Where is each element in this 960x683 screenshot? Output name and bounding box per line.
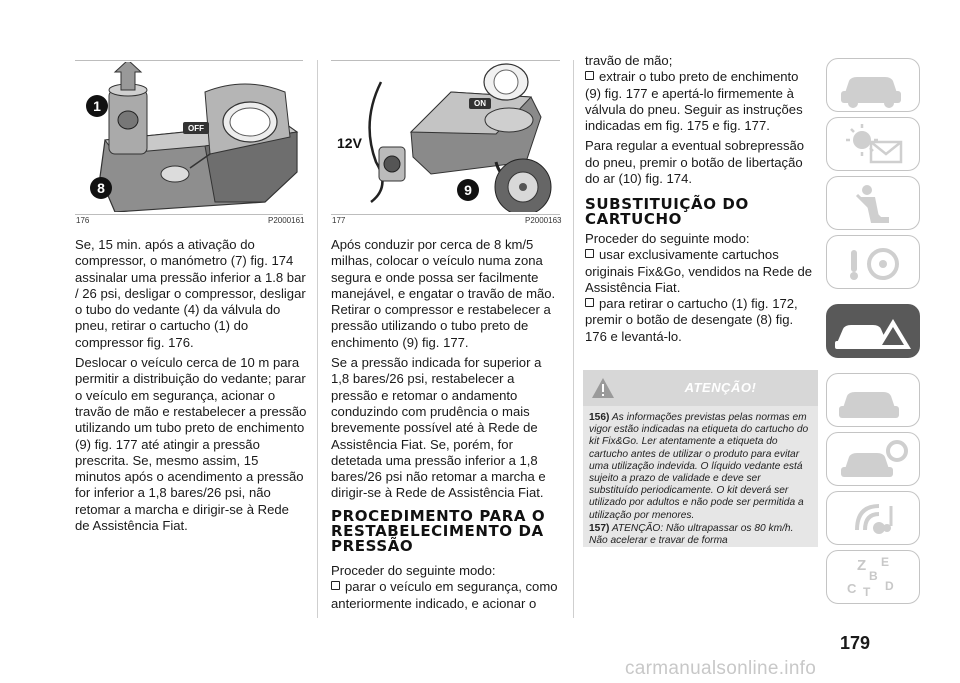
index-letter: Z (857, 557, 867, 574)
note-number: 156) (589, 412, 610, 423)
bullet-marker-icon (585, 71, 594, 80)
warning-body (583, 406, 818, 547)
paragraph: Proceder do seguinte modo: (585, 231, 750, 246)
maintenance-car-icon (827, 374, 921, 428)
figure-bottom-rule (75, 214, 303, 215)
bullet-item (585, 296, 817, 345)
paragraph: Proceder do seguinte modo: (331, 563, 496, 578)
bullet-marker-icon (585, 249, 594, 258)
power-socket-icon (379, 147, 405, 181)
tab-emergency[interactable] (826, 304, 920, 358)
bullet-item (585, 247, 817, 296)
index-letter: D (885, 579, 894, 593)
tab-starting-driving[interactable] (826, 235, 920, 289)
warning-note (589, 412, 812, 522)
watermark: carmanualsonline.info (625, 658, 817, 679)
compressor-unit (411, 64, 541, 174)
bullet-text: parar o veículo em segurança, como anteriormente indicado, e acionar o (331, 579, 558, 611)
tab-maintenance[interactable] (826, 373, 920, 427)
index-letter: B (869, 569, 878, 583)
warning-note (589, 523, 812, 547)
tab-technical-data[interactable] (826, 432, 920, 486)
tab-warning-lights[interactable] (826, 117, 920, 171)
paragraph: Se a pressão indicada for superior a 1,8 bares/26 psi, restabelecer a pressão e retomar o andamento conduzindo com prudência o mais brevemente possível até à Rede de Assistência Fiat. Se, porém, for detetada uma pressão inferior a 1,8 bares/26 psi não retomar a marcha e dirigir-se à Rede de Assistência Fiat. (331, 355, 546, 501)
bullet-marker-icon (331, 581, 340, 590)
technical-data-icon (827, 433, 921, 487)
bullet-text: extrair o tubo preto de enchimento (9) fig. 177 e apertá-lo firmemente à válvula do pneu. Seguir as instruções indicadas em fig. 175 e fig. 177. (585, 69, 803, 134)
paragraph: Para regular a eventual sobrepressão do pneu, premir o botão de libertação do ar (10) fig. 174. (585, 138, 805, 187)
index-letters-icon (827, 551, 921, 605)
column-divider (573, 60, 574, 618)
index-letter: T (863, 585, 871, 599)
note-text: As informações previstas pelas normas em vigor estão indicadas na etiqueta do cartucho do kit Fix&Go. Ler atentamente a etiqueta do cartucho antes de utilizar o produto para evitar uma utilização indevida. O líquido vedante está sujeito a prazo de validade e deve ser substituído periodicamente. O kit deverá ser utilizado por adultos e não pode ser permitida a utilização por menores. (589, 412, 809, 521)
sealant-cartridge (109, 84, 147, 154)
tab-safety[interactable] (826, 176, 920, 230)
on-badge-text: ON (474, 99, 486, 108)
column-3-procedure (585, 231, 817, 345)
figure-bottom-rule (331, 214, 560, 215)
bullet-item (585, 69, 817, 134)
section-heading: SUBSTITUIÇÃO DO CARTUCHO (585, 195, 749, 228)
callout-1-label: 1 (93, 98, 101, 114)
column-3 (585, 53, 817, 187)
figure-176-number: 176 (76, 216, 90, 225)
callout-9-label: 9 (464, 182, 472, 198)
page-number: 179 (840, 633, 871, 653)
voltage-label: 12V (337, 135, 362, 151)
figure-176-illustration (75, 62, 303, 212)
index-letter: C (847, 581, 857, 596)
column-2 (331, 237, 563, 502)
bullet-text: para retirar o cartucho (1) fig. 172, premir o botão de desengate (8) fig. 176 e levantá-lo. (585, 296, 798, 344)
column-1 (75, 237, 307, 534)
tab-multimedia[interactable] (826, 491, 920, 545)
power-cable (370, 82, 383, 202)
column-divider (317, 60, 318, 618)
off-badge-text: OFF (188, 124, 204, 133)
figure-177-code: P2000163 (525, 216, 562, 225)
seat-safety-icon (827, 177, 921, 231)
bullet-marker-icon (585, 298, 594, 307)
warning-lights-icon (827, 118, 921, 172)
warning-triangle-icon (591, 377, 615, 399)
paragraph: Após conduzir por cerca de 8 km/5 milhas, colocar o veículo numa zona segura e onde possa ser facilmente manejável, e engatar o travão de mão. Retirar o compressor e restabelecer a pressão utilizando o tubo preto de enchimento (9) fig. 177. (331, 237, 556, 350)
paragraph: Deslocar o veículo cerca de 10 m para permitir a distribuição do vedante; parar o veículo em segurança, acionar o travão de mão e restabelecer a pressão utilizando um tubo preto de enchimento (9) fig. 177 até atingir a pressão prescrita. Se, mesmo assim, 15 minutos após o acendimento a pressão for inferior a 1,8 bares/26 psi, não retomar a marcha e dirigir-se à Rede de Assistência Fiat. (75, 355, 307, 534)
note-text: ATENÇÃO: Não ultrapassar os 80 km/h. Não acelerar e travar de forma (589, 522, 794, 547)
figure-177-illustration (331, 62, 560, 212)
figure-top-rule (75, 60, 303, 61)
bullet-item (331, 579, 563, 612)
figure-177-number: 177 (332, 216, 346, 225)
tab-dashboard[interactable] (826, 58, 920, 112)
multimedia-icon (827, 492, 921, 546)
tab-index[interactable] (826, 550, 920, 604)
column-2-procedure (331, 563, 563, 612)
note-number: 157) (589, 522, 610, 534)
paragraph: travão de mão; (585, 53, 673, 68)
warning-box (583, 370, 818, 547)
index-letter: E (881, 555, 890, 569)
callout-8-label: 8 (97, 180, 105, 196)
release-button (161, 166, 189, 182)
paragraph: Se, 15 min. após a ativação do compressor, o manómetro (7) fig. 174 assinalar uma pressão inferior a 1.8 bar / 26 psi, desligar o compressor, desligar o tubo do vedante (4) da válvula do pneu, retirar o cartucho (1) do compressor fig. 176. (75, 237, 306, 350)
warning-header (583, 370, 818, 406)
tire-icon (495, 159, 551, 212)
steering-start-icon (827, 236, 921, 290)
figure-top-rule (331, 60, 560, 61)
car-dashboard-icon (827, 59, 921, 113)
section-heading: PROCEDIMENTO PARA O RESTABELECIMENTO DA PRESSÃO (331, 507, 546, 555)
figure-176-code: P2000161 (268, 216, 305, 225)
emergency-breakdown-icon (827, 305, 921, 359)
warning-title: ATENÇÃO! (684, 380, 757, 395)
bullet-text: usar exclusivamente cartuchos originais Fix&Go, vendidos na Rede de Assistência Fiat. (585, 247, 813, 295)
